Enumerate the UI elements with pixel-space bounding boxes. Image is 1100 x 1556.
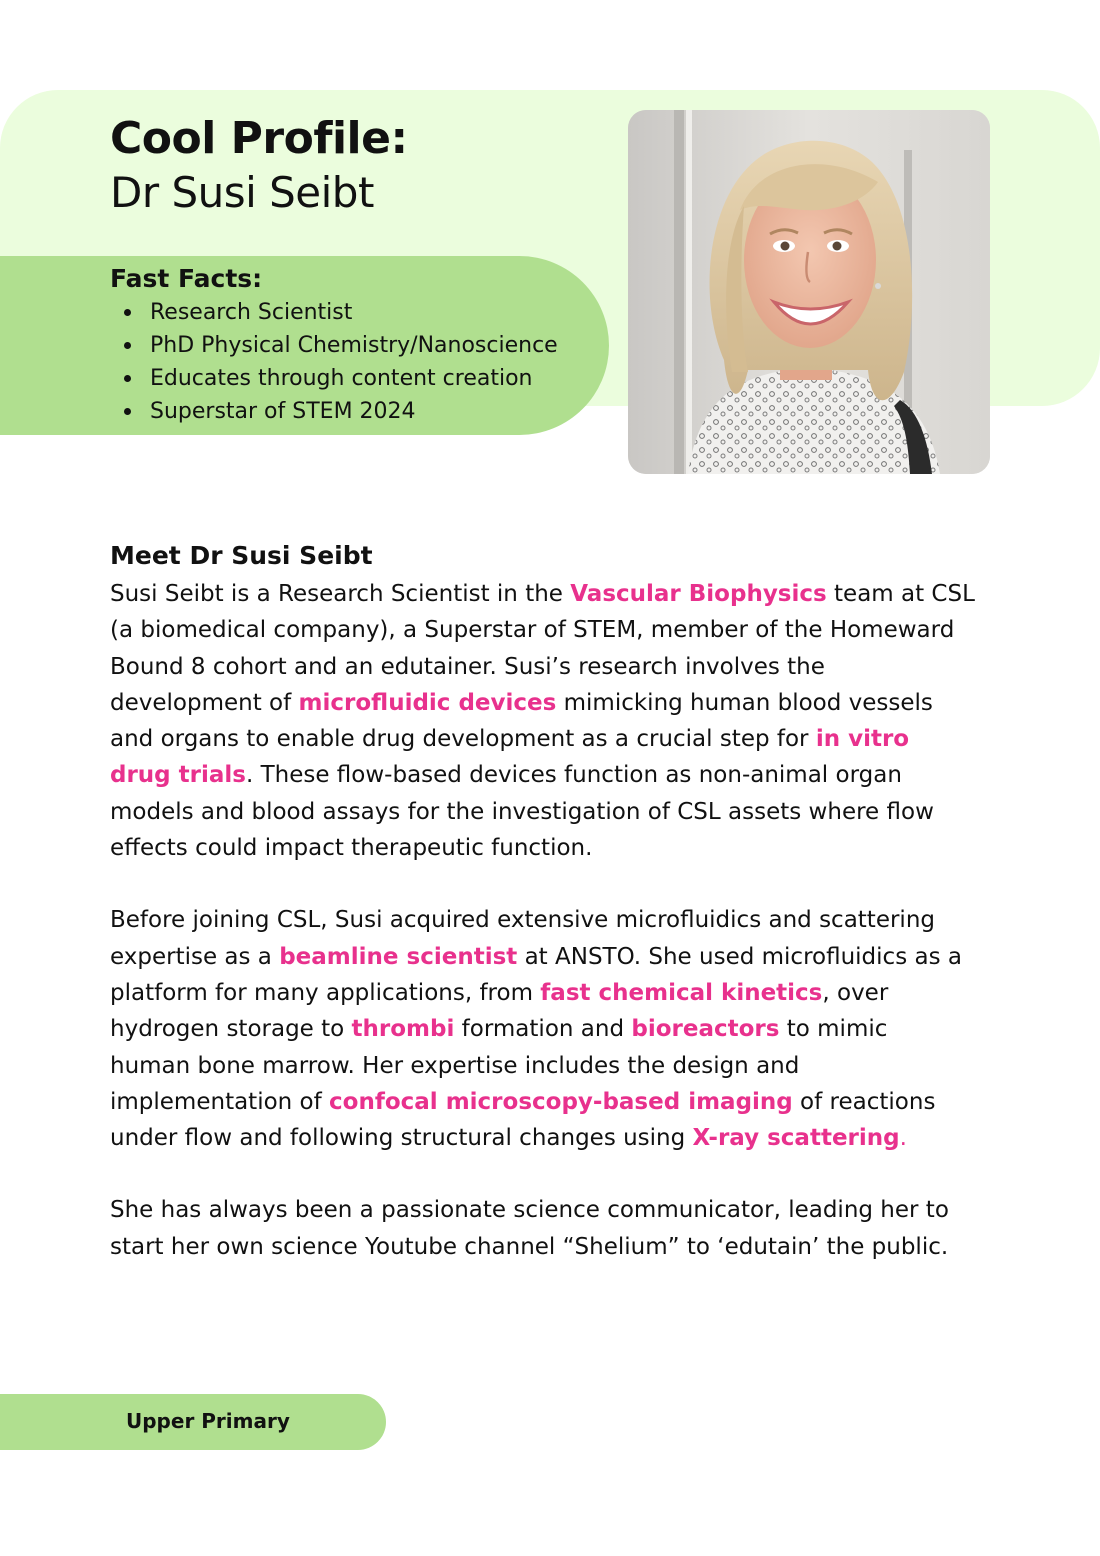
meet-heading: Meet Dr Susi Seibt xyxy=(110,541,373,570)
level-label: Upper Primary xyxy=(126,1409,290,1433)
profile-body xyxy=(110,576,1010,1301)
list-item xyxy=(110,395,558,428)
bullet-icon xyxy=(124,408,131,415)
paragraph-before: Before joining CSL, Susi acquired extensive microfluidics and scattering expertise as a beamline scientist at ANSTO. She used microfluidics as a platform for many applications, from fast chemical kinetics, over hydrogen storage to thrombi formation and bioreactors to mimic human bone marrow. Her expertise includes the design and implementation of confocal microscopy-based imaging of reactions under flow and following structural changes using X-ray scattering. xyxy=(110,907,962,1152)
paragraph-meet: Susi Seibt is a Research Scientist in the Vascular Biophysics team at CSL (a biomedical company), a Superstar of STEM, member of the Homeward Bound 8 cohort and an edutainer. Susi’s research involves the development of microfluidic devices mimicking human blood vessels and organs to enable drug development as a crucial step for in vitro drug trials. These flow-based devices function as non-animal organ models and blood assays for the investigation of CSL assets where flow effects could impact therapeutic function. xyxy=(110,581,975,862)
keyword-highlight: fast chemical kinetics xyxy=(540,979,823,1006)
paragraph-closing: She has always been a passionate science communicator, leading her to start her own science Youtube channel “Shelium” to ‘edutain’ the public. xyxy=(110,1197,949,1260)
bullet-icon xyxy=(124,309,131,316)
fast-facts-heading: Fast Facts: xyxy=(110,264,263,293)
profile-name: Dr Susi Seibt xyxy=(110,168,374,217)
keyword-highlight: thrombi xyxy=(351,1016,455,1043)
keyword-highlight: beamline scientist xyxy=(279,943,518,970)
keyword-highlight: drug trials xyxy=(110,762,246,789)
page-title: Cool Profile: xyxy=(110,113,408,164)
keyword-highlight: bioreactors xyxy=(631,1016,780,1043)
keyword-highlight: Vascular Biophysics xyxy=(570,581,827,607)
fact-text: Educates through content creation xyxy=(150,366,533,391)
portrait-illustration xyxy=(628,110,990,474)
keyword-highlight: confocal microscopy-based imaging xyxy=(329,1088,793,1115)
fast-facts-list xyxy=(110,296,558,428)
keyword-highlight: in vitro xyxy=(815,726,910,753)
fact-text: Research Scientist xyxy=(150,300,353,325)
bullet-icon xyxy=(124,375,131,382)
keyword-highlight: microfluidic devices xyxy=(298,689,557,716)
bullet-icon xyxy=(124,342,131,349)
fact-text: Superstar of STEM 2024 xyxy=(150,399,416,424)
list-item xyxy=(110,329,558,362)
profile-photo xyxy=(628,110,990,474)
list-item xyxy=(110,296,558,329)
keyword-highlight: X-ray scattering xyxy=(692,1125,900,1152)
list-item xyxy=(110,362,558,395)
fact-text: PhD Physical Chemistry/Nanoscience xyxy=(150,333,558,358)
